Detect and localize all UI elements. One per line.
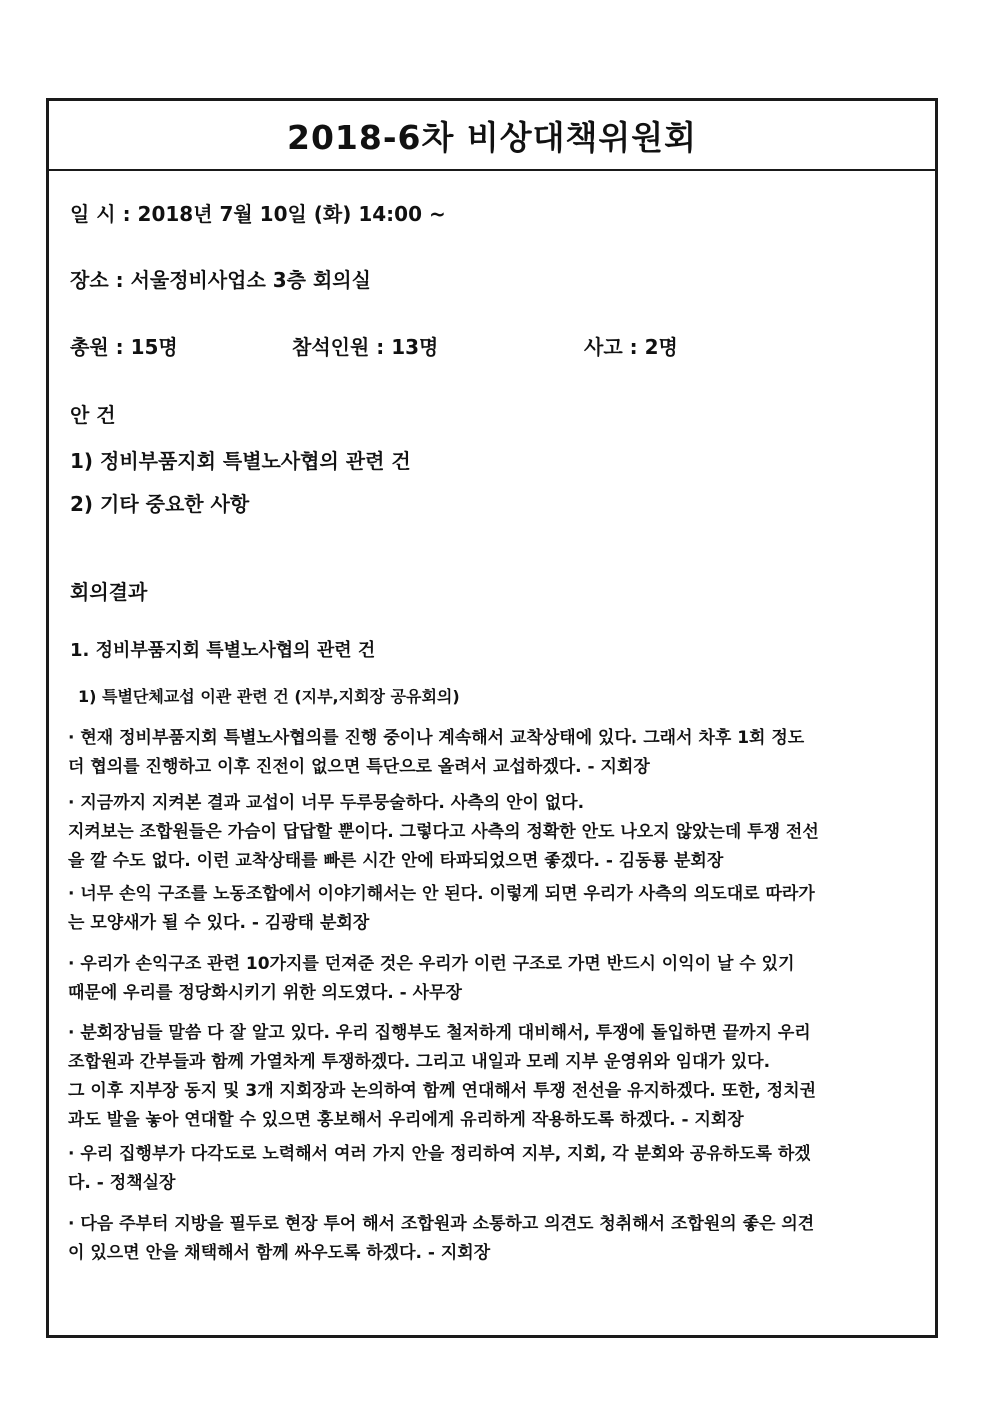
paragraph-line: · 분회장님들 말씀 다 잘 알고 있다. 우리 집행부도 철저하게 대비해서, 투쟁에 돌입하면 끝까지 우리 — [68, 1023, 811, 1043]
comment-paragraph — [68, 950, 908, 1008]
paragraph-line: 다. - 정책실장 — [68, 1173, 176, 1193]
comment-paragraph — [68, 1019, 908, 1135]
agenda-item: 1) 정비부품지회 특별노사협의 관련 건 — [70, 449, 411, 473]
paragraph-line: · 너무 손익 구조를 노동조합에서 이야기해서는 안 된다. 이렇게 되면 우리가 사측의 의도대로 따라가 — [68, 884, 815, 904]
title-bar — [49, 101, 935, 171]
paragraph-line: 그 이후 지부장 동지 및 3개 지회장과 논의하여 함께 연대해서 투쟁 전선을 유지하겠다. 또한, 정치권 — [68, 1081, 817, 1101]
paragraph-line: 조합원과 간부들과 함께 가열차게 투쟁하겠다. 그리고 내일과 모레 지부 운영위와 임대가 있다. — [68, 1052, 771, 1072]
paragraph-line: 과도 발을 놓아 연대할 수 있으면 홍보해서 우리에게 유리하게 작용하도록 하겠다. - 지회장 — [68, 1110, 744, 1130]
paragraph-line: 더 협의를 진행하고 이후 진전이 없으면 특단으로 올려서 교섭하겠다. - 지회장 — [68, 757, 650, 777]
comment-paragraph — [68, 880, 908, 938]
paragraph-line: 지켜보는 조합원들은 가슴이 답답할 뿐이다. 그렇다고 사측의 정확한 안도 나오지 않았는데 투쟁 전선 — [68, 822, 819, 842]
absent-count: 사고 : 2명 — [584, 335, 678, 359]
results-heading: 회의결과 — [70, 580, 148, 604]
agenda-heading: 안 건 — [70, 403, 116, 427]
comment-paragraph — [68, 1140, 908, 1198]
comment-paragraph — [68, 789, 908, 876]
paragraph-line: 을 깔 수도 없다. 이런 교착상태를 빠른 시간 안에 타파되었으면 좋겠다. - 김동룡 분회장 — [68, 851, 724, 871]
subsection-heading: 1) 특별단체교섭 이관 관련 건 (지부,지회장 공유회의) — [78, 687, 460, 706]
comment-paragraph — [68, 724, 908, 782]
meeting-place: 장소 : 서울정비사업소 3층 회의실 — [70, 268, 371, 292]
comment-paragraph — [68, 1210, 908, 1268]
paragraph-line: 이 있으면 안을 채택해서 함께 싸우도록 하겠다. - 지회장 — [68, 1243, 491, 1263]
section-heading: 1. 정비부품지회 특별노사협의 관련 건 — [70, 640, 376, 661]
paragraph-line: 는 모양새가 될 수 있다. - 김광태 분회장 — [68, 913, 370, 933]
meeting-datetime: 일 시 : 2018년 7월 10일 (화) 14:00 ~ — [70, 202, 446, 226]
total-members: 총원 : 15명 — [70, 335, 178, 359]
paragraph-line: · 우리가 손익구조 관련 10가지를 던져준 것은 우리가 이런 구조로 가면 반드시 이익이 날 수 있기 — [68, 954, 795, 974]
paragraph-line: · 현재 정비부품지회 특별노사협의를 진행 중이나 계속해서 교착상태에 있다. 그래서 차후 1회 정도 — [68, 728, 805, 748]
paragraph-line: · 지금까지 지켜본 결과 교섭이 너무 두루뭉술하다. 사측의 안이 없다. — [68, 793, 585, 813]
paragraph-line: 때문에 우리를 정당화시키기 위한 의도였다. - 사무장 — [68, 983, 462, 1003]
paragraph-line: · 다음 주부터 지방을 필두로 현장 투어 해서 조합원과 소통하고 의견도 청취해서 조합원의 좋은 의견 — [68, 1214, 815, 1234]
paragraph-line: · 우리 집행부가 다각도로 노력해서 여러 가지 안을 정리하여 지부, 지회, 각 분회와 공유하도록 하겠 — [68, 1144, 811, 1164]
attendee-count: 참석인원 : 13명 — [292, 335, 439, 359]
page-title: 2018-6차 비상대책위원회 — [286, 117, 698, 157]
agenda-item: 2) 기타 중요한 사항 — [70, 492, 250, 516]
